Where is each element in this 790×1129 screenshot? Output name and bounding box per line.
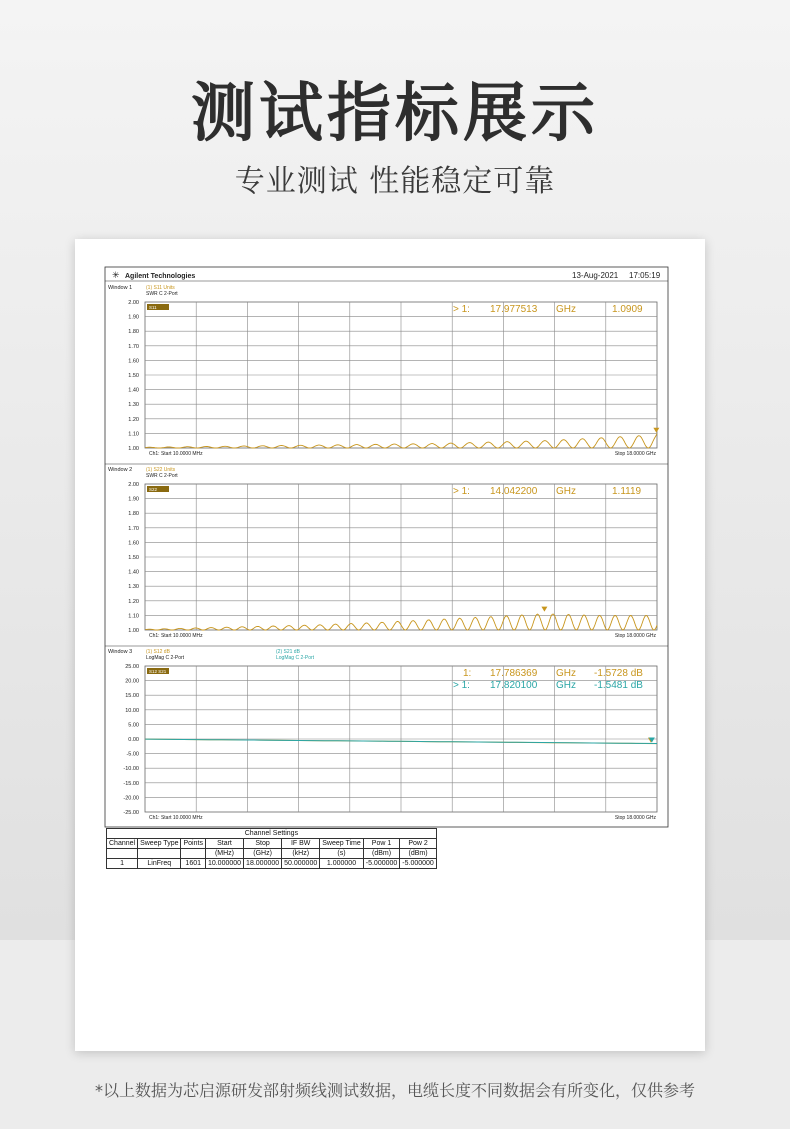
w3-window-label: Window 3 <box>108 649 133 655</box>
table-cell-0: 1 <box>107 859 138 869</box>
w3-marker-unit-0: GHz <box>556 668 576 679</box>
w3-stop-label: Stop 18.0000 GHz <box>614 815 656 821</box>
table-header-cell-7: Pow 1 <box>363 839 400 849</box>
table-unit-row <box>107 849 437 859</box>
w3-ytick-10: -25.00 <box>123 810 139 816</box>
table-unit-cell-4: (GHz) <box>244 849 282 859</box>
brand-name: Agilent Technologies <box>125 273 196 280</box>
table-cell-7: -5.000000 <box>363 859 400 869</box>
table-header-cell-0: Channel <box>107 839 138 849</box>
w3-marker-freq-1: 17.820100 <box>490 680 538 691</box>
table-header-cell-4: Stop <box>244 839 282 849</box>
w2-ytick-3: 1.70 <box>128 525 139 532</box>
w1-marker-freq: 17.977513 <box>490 304 538 315</box>
w1-marker-value: 1.0909 <box>612 304 643 315</box>
w2-start-label: Ch1: Start 10.0000 MHz <box>149 633 203 639</box>
w1-ytick-4: 1.60 <box>128 358 139 365</box>
table-header-cell-3: Start <box>205 839 243 849</box>
w3-marker-freq-0: 17.786369 <box>490 668 538 679</box>
w3-trace-label-2: (2) S21 dB <box>276 649 300 655</box>
table-cell-4: 18.000000 <box>244 859 282 869</box>
table-header-cell-6: Sweep Time <box>320 839 364 849</box>
w1-trace-label-1: (1) S11 Units <box>146 285 175 291</box>
w1-trace-tag: S11 <box>149 305 157 310</box>
table-header-cell-2: Points <box>181 839 205 849</box>
table-cell-8: -5.000000 <box>400 859 437 869</box>
w3-ytick-0: 25.00 <box>125 664 139 670</box>
w3-ytick-7: -10.00 <box>123 766 139 773</box>
page-title: 测试指标展示 <box>191 77 599 151</box>
table-cell-3: 10.000000 <box>205 859 243 869</box>
table-cell-6: 1.000000 <box>320 859 364 869</box>
w2-marker-prefix: > 1: <box>453 486 470 497</box>
w2-ytick-2: 1.80 <box>128 511 139 518</box>
w1-marker-prefix: > 1: <box>453 304 470 315</box>
w3-marker-value-1: -1.5481 dB <box>594 680 643 691</box>
table-header-cell-1: Sweep Type <box>138 839 181 849</box>
table-header-cell-5: IF BW <box>282 839 320 849</box>
table-header-cell-8: Pow 2 <box>400 839 437 849</box>
w1-ytick-5: 1.50 <box>128 373 139 379</box>
table-unit-cell-1 <box>138 849 181 859</box>
table-row <box>107 859 437 869</box>
table-cell-5: 50.000000 <box>282 859 320 869</box>
w1-ytick-2: 1.80 <box>128 329 139 336</box>
page-subtitle: 专业测试 性能稳定可靠 <box>234 164 556 199</box>
w2-trace-format-1: SWR C 2-Port <box>146 473 178 479</box>
w2-ytick-1: 1.90 <box>128 496 139 503</box>
footnote: *以上数据为芯启源研发部射频线测试数据，电缆长度不同数据会有所变化，仅供参考 <box>94 1081 695 1100</box>
w1-ytick-1: 1.90 <box>128 314 139 321</box>
table-cell-1: LinFreq <box>138 859 181 869</box>
w2-ytick-9: 1.10 <box>128 613 139 620</box>
w3-ytick-5: 0.00 <box>128 737 139 743</box>
w3-marker-value-0: -1.5728 dB <box>594 668 643 679</box>
w2-ytick-5: 1.50 <box>128 555 139 561</box>
w3-marker-unit-1: GHz <box>556 680 576 691</box>
w3-ytick-3: 10.00 <box>125 707 139 714</box>
w2-marker-triangle <box>541 607 547 612</box>
table-cell-2: 1601 <box>181 859 205 869</box>
w3-start-label: Ch1: Start 10.0000 MHz <box>149 815 203 821</box>
w1-window-label: Window 1 <box>108 285 133 291</box>
w2-ytick-7: 1.30 <box>128 584 139 591</box>
w3-trace-tag: S12 S21 <box>149 669 167 674</box>
w3-trace-label-1: (1) S12 dB <box>146 649 170 655</box>
w2-ytick-4: 1.60 <box>128 540 139 547</box>
w2-ytick-0: 2.00 <box>128 482 139 488</box>
w1-marker-unit: GHz <box>556 304 576 315</box>
w1-ytick-9: 1.10 <box>128 431 139 438</box>
w1-start-label: Ch1: Start 10.0000 MHz <box>149 451 203 457</box>
w3-marker-prefix-0: 1: <box>463 668 472 679</box>
w2-marker-freq: 14.042200 <box>490 486 538 497</box>
table-unit-cell-6: (s) <box>320 849 364 859</box>
agilent-logo-icon: ✳ <box>112 270 120 280</box>
w1-ytick-8: 1.20 <box>128 416 139 423</box>
w2-marker-value: 1.1119 <box>612 486 642 497</box>
table-header-row <box>107 839 437 849</box>
w3-ytick-1: 20.00 <box>125 678 139 685</box>
w1-ytick-10: 1.00 <box>128 446 139 452</box>
w1-marker-triangle <box>653 428 659 433</box>
table-unit-cell-7: (dBm) <box>363 849 400 859</box>
table-caption: Channel Settings <box>107 829 437 839</box>
date-readout: 13-Aug-2021 <box>572 271 619 280</box>
table-unit-cell-3: (MHz) <box>205 849 243 859</box>
w2-marker-unit: GHz <box>556 486 576 497</box>
channel-settings-table <box>106 828 437 869</box>
w2-ytick-6: 1.40 <box>128 569 139 576</box>
w2-window-label: Window 2 <box>108 467 133 473</box>
w3-ytick-4: 5.00 <box>128 722 139 729</box>
w3-ytick-6: -5.00 <box>126 751 139 758</box>
w1-ytick-3: 1.70 <box>128 343 139 350</box>
table-unit-cell-0 <box>107 849 138 859</box>
table-unit-cell-5: (kHz) <box>282 849 320 859</box>
w3-trace-format-1: LogMag C 2-Port <box>146 655 185 661</box>
table-unit-cell-2 <box>181 849 205 859</box>
w2-ytick-8: 1.20 <box>128 598 139 605</box>
w3-ytick-2: 15.00 <box>125 693 139 700</box>
w1-stop-label: Stop 18.0000 GHz <box>614 451 656 457</box>
w2-stop-label: Stop 18.0000 GHz <box>614 633 656 639</box>
w3-ytick-9: -20.00 <box>123 795 139 802</box>
w2-trace-label-1: (1) S22 Units <box>146 467 176 473</box>
time-readout: 17:05:19 <box>629 271 661 280</box>
w3-ytick-8: -15.00 <box>123 780 139 787</box>
w2-trace-tag: S22 <box>149 487 158 492</box>
w1-ytick-0: 2.00 <box>128 300 139 306</box>
w2-ytick-10: 1.00 <box>128 628 139 634</box>
w3-trace-format-2: LogMag C 2-Port <box>276 655 315 661</box>
w1-ytick-7: 1.30 <box>128 402 139 409</box>
w3-marker-prefix-1: > 1: <box>453 680 470 691</box>
w1-ytick-6: 1.40 <box>128 387 139 394</box>
table-unit-cell-8: (dBm) <box>400 849 437 859</box>
w1-trace-format-1: SWR C 2-Port <box>146 291 178 297</box>
